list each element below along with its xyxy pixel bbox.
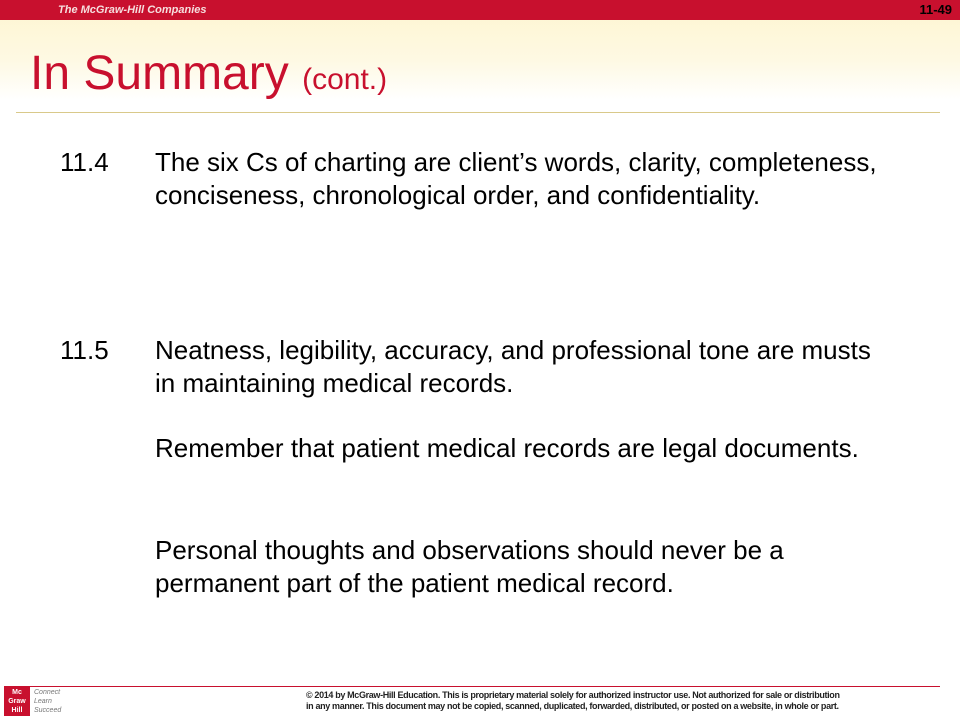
slide-title [30, 46, 387, 108]
slide-title-main: In Summary [30, 47, 289, 100]
footer-divider [30, 686, 940, 687]
logo-tagline: Connect Learn Succeed [34, 689, 62, 714]
copyright-line-1: © 2014 by McGraw-Hill Education. This is proprietary material solely for authorized instructor use. Not authorized for sale or distribution [306, 690, 840, 700]
publisher-logo-text: The McGraw-Hill Companies [58, 4, 207, 16]
publisher-bar [0, 0, 960, 20]
item-text: Personal thoughts and observations should never be a permanent part of the patient medical record. [155, 535, 784, 598]
item-text: Neatness, legibility, accuracy, and professional tone are musts in maintaining medical records. [155, 335, 871, 398]
mcgraw-hill-logo: Mc Graw Hill [4, 686, 30, 716]
item-number: 11.4 [60, 147, 109, 177]
copyright-line-2: in any manner. This document may not be copied, scanned, duplicated, forwarded, distributed, or posted on a website, in whole or part. [306, 701, 839, 711]
copyright-notice [306, 690, 954, 712]
item-number: 11.5 [60, 335, 109, 365]
item-text: The six Cs of charting are client’s words, clarity, completeness, conciseness, chronological order, and confidentiality. [155, 147, 877, 210]
slide-title-sub: (cont.) [302, 63, 388, 96]
title-divider [16, 112, 940, 113]
slide-number: 11-49 [919, 2, 952, 17]
item-text: Remember that patient medical records are legal documents. [155, 433, 859, 463]
